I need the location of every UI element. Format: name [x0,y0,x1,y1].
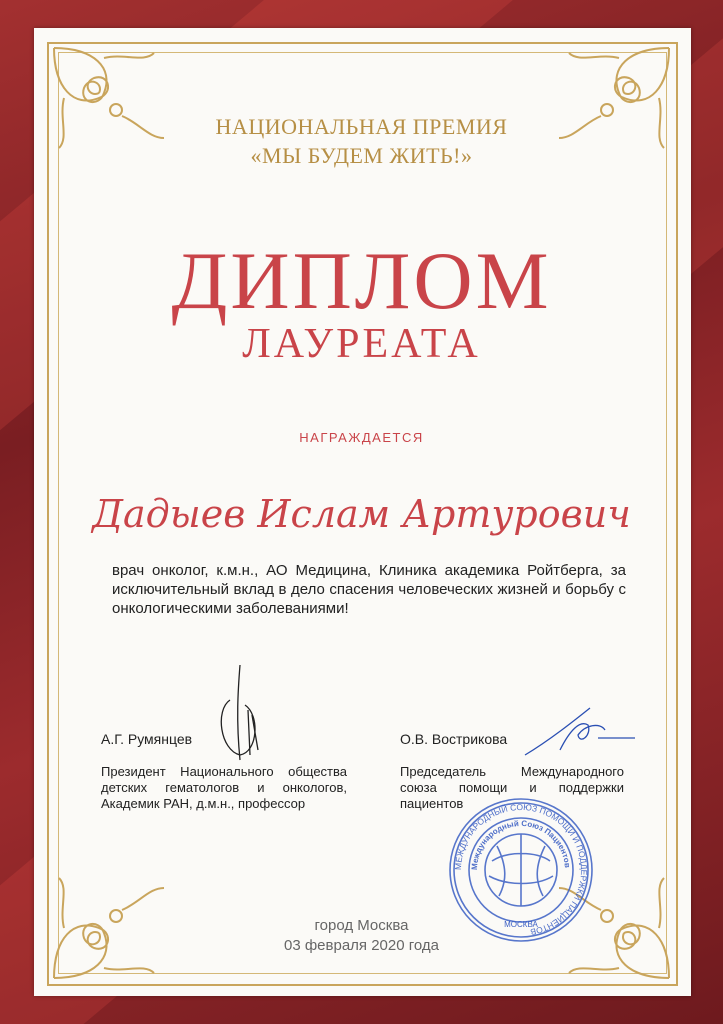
diploma-subtitle: ЛАУРЕАТА [242,321,481,367]
signature-rumyantsev [210,660,270,770]
award-title-line-1: НАЦИОНАЛЬНАЯ ПРЕМИЯ [215,114,508,139]
signatory-role: Председатель Международного союза помощи и поддержки пациентов [400,764,624,811]
award-title [0,112,723,170]
diploma-title: ДИПЛОМ [171,235,552,326]
award-description: врач онколог, к.м.н., АО Медицина, Клиника академика Ройтберга, за исключительный вклад в дело спасения человеческих жизней и борьбу с онкологическими заболеваниями! [112,562,626,617]
signatory-name: А.Г. Румянцев [101,731,193,747]
footer-city: город Москва [314,917,409,934]
awarded-label: НАГРАЖДАЕТСЯ [299,430,424,445]
stamp-inner-text: Международный Союз Пациентов [469,818,572,871]
stamp-outer-text: МЕЖДУНАРОДНЫЙ СОЮЗ ПОМОЩИ И ПОДДЕРЖКИ ПАЦИЕНТОВ [452,801,590,938]
signature-vostrikova [520,700,640,760]
stamp-city: МОСКВА [504,920,538,929]
award-title-line-2: «МЫ БУДЕМ ЖИТЬ!» [250,143,473,168]
footer [0,916,723,956]
footer-date: 03 февраля 2020 года [283,937,440,954]
signatory-role: Президент Национального общества детских гематологов и онкологов, Академик РАН, д.м.н., профессор [101,764,347,811]
signatory-name: О.В. Вострикова [400,731,508,747]
recipient-name: Дадыев Ислам Артурович [92,492,631,536]
